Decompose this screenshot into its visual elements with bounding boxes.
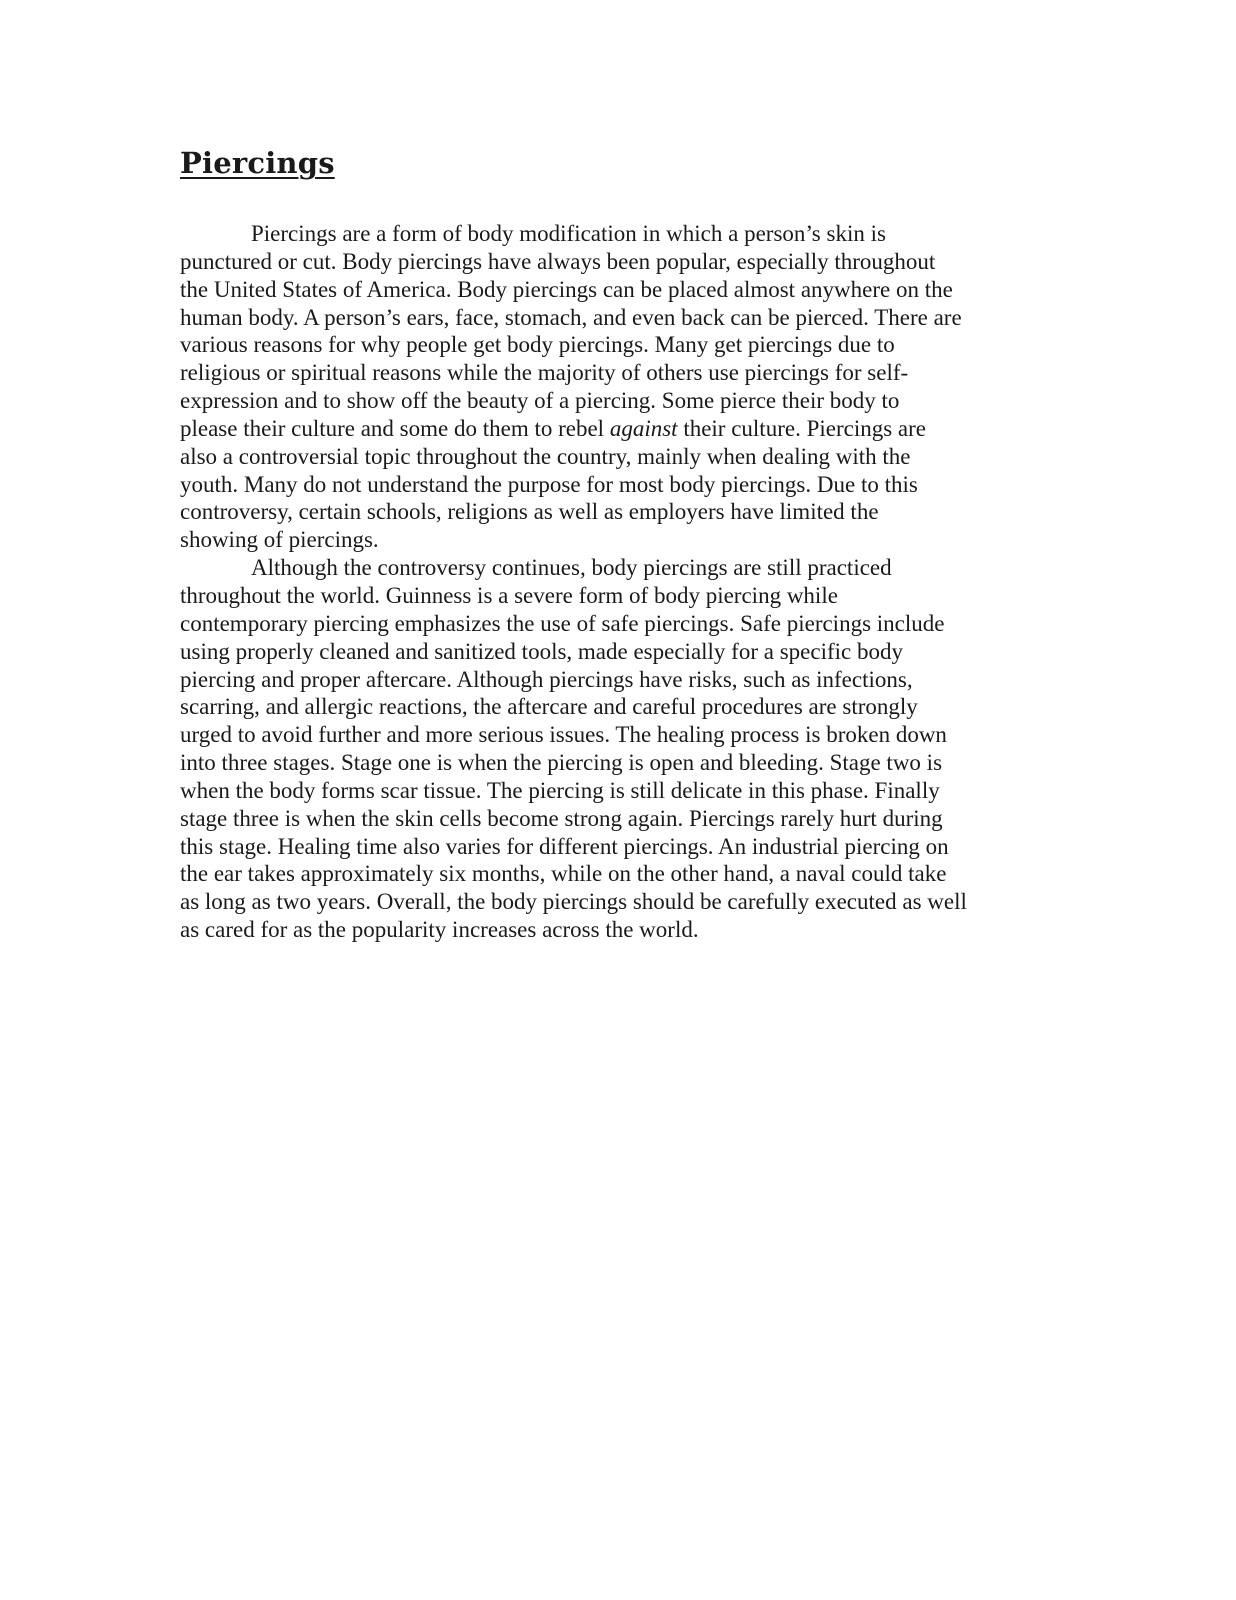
text-line: various reasons for why people get body piercings. Many get piercings due to	[180, 332, 895, 358]
text-line: Although the controversy continues, body piercings are still practiced	[251, 555, 892, 581]
text-line: youth. Many do not understand the purpose for most body piercings. Due to this	[180, 471, 918, 497]
text-line: this stage. Healing time also varies for different piercings. An industrial piercing on	[180, 833, 949, 859]
text-line: punctured or cut. Body piercings have always been popular, especially throughout	[180, 248, 936, 274]
document-body	[180, 220, 1050, 944]
document-title: Piercings	[180, 146, 335, 180]
text-line: the United States of America. Body piercings can be placed almost anywhere on the	[180, 276, 953, 302]
text-line: when the body forms scar tissue. The piercing is still delicate in this phase. Finally	[180, 777, 940, 803]
text-line: using properly cleaned and sanitized tools, made especially for a specific body	[180, 638, 903, 664]
text-line: as long as two years. Overall, the body piercings should be carefully executed as well	[180, 889, 967, 915]
text-line: scarring, and allergic reactions, the aftercare and careful procedures are strongly	[180, 694, 918, 720]
text-line: religious or spiritual reasons while the majority of others use piercings for self-	[180, 360, 909, 386]
text-line: throughout the world. Guinness is a severe form of body piercing while	[180, 582, 838, 608]
text-line: showing of piercings.	[180, 527, 379, 553]
text-line: Piercings are a form of body modification in which a person’s skin is	[251, 221, 886, 246]
text-line: stage three is when the skin cells become strong again. Piercings rarely hurt during	[180, 805, 943, 831]
paragraph-2	[180, 554, 1050, 944]
text-line: contemporary piercing emphasizes the use of safe piercings. Safe piercings include	[180, 610, 945, 636]
text-line: expression and to show off the beauty of a piercing. Some pierce their body to	[180, 388, 900, 414]
text-line: urged to avoid further and more serious issues. The healing process is broken down	[180, 722, 947, 748]
emphasized-word: against	[609, 415, 678, 441]
text-line: as cared for as the popularity increases across the world.	[180, 917, 699, 943]
text-line: human body. A person’s ears, face, stomach, and even back can be pierced. There are	[180, 304, 962, 330]
text-line: into three stages. Stage one is when the piercing is open and bleeding. Stage two is	[180, 750, 943, 776]
text-line: piercing and proper aftercare. Although piercings have risks, such as infections,	[180, 666, 913, 692]
text-line: also a controversial topic throughout the country, mainly when dealing with the	[180, 443, 911, 469]
paragraph-1	[180, 220, 1050, 554]
text-run: please their culture and some do them to rebel	[180, 415, 610, 441]
text-line	[180, 415, 1050, 443]
text-line: controversy, certain schools, religions as well as employers have limited the	[180, 499, 879, 525]
text-line: the ear takes approximately six months, while on the other hand, a naval could take	[180, 861, 947, 887]
text-run: their culture. Piercings are	[677, 415, 926, 441]
